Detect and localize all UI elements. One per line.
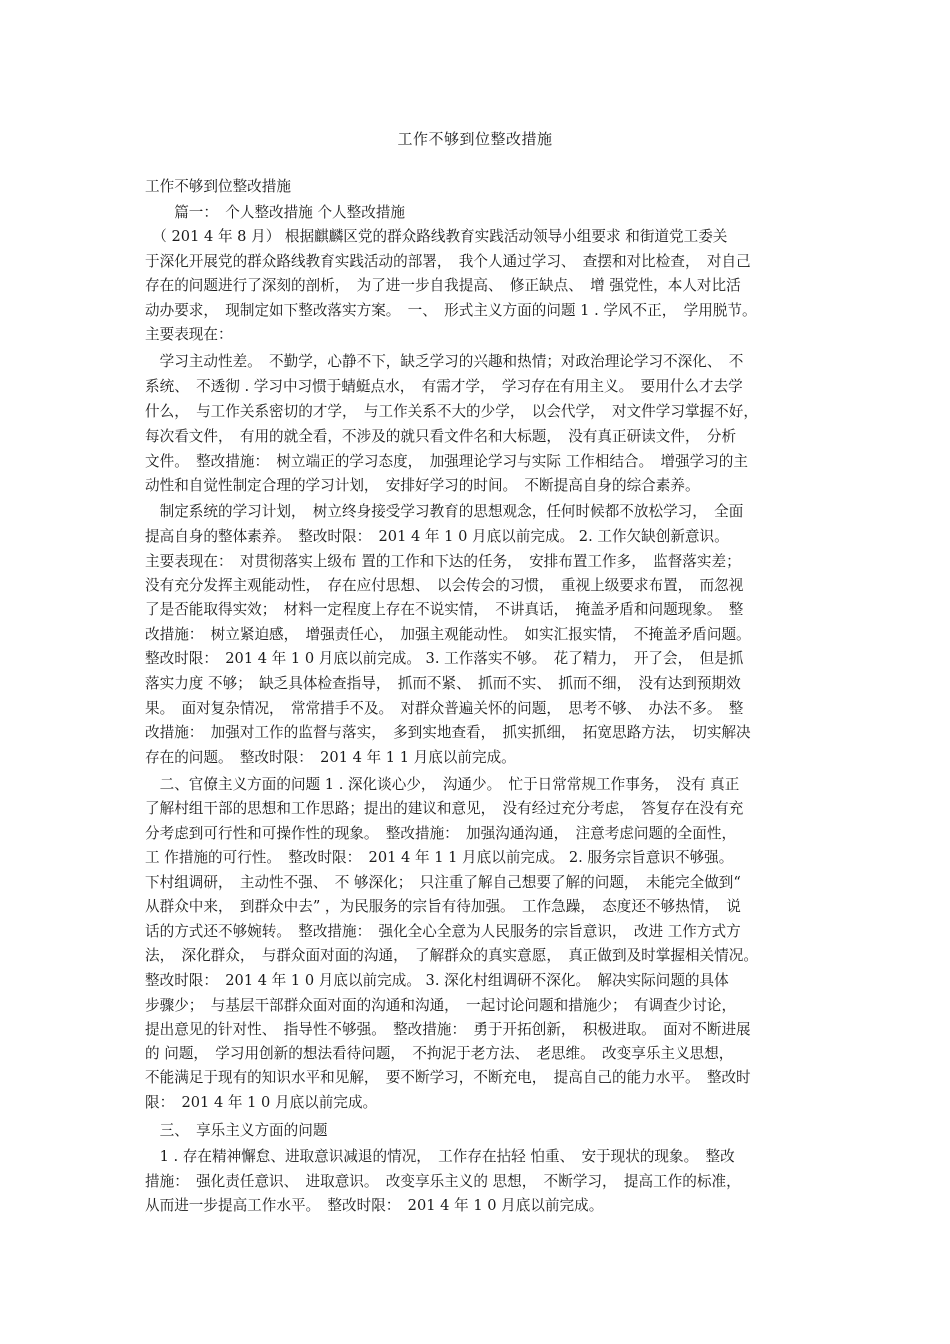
body-text-line: 学习主动性差。 不勤学，心静不下，缺乏学习的兴趣和热情；对政治理论学习不深化、 不 [145, 353, 744, 370]
body-text-line: 提出意见的针对性、 指导性不够强。 整改措施： 勇于开拓创新， 积极进取。 面对不断进展 [145, 1021, 751, 1038]
body-text-line: 步骤少； 与基层干部群众面对面的沟通和沟通， 一起讨论问题和措施少； 有调查少讨论， [145, 997, 737, 1014]
body-text-line: 系统、 不透彻 . 学习中习惯于蜻蜓点水， 有需才学， 学习存在有用主义。 要用什么才去学 [145, 378, 743, 395]
body-text-line: 主要表现在： 对贯彻落实上级布 置的工作和下达的任务， 安排布置工作多， 监督落实差； [145, 553, 741, 570]
body-text-line: 工 作措施的可行性。 整改时限： 201 4 年 1 1 月底以前完成。 2. 服务宗旨意识不够强。 [145, 849, 734, 866]
body-text-line: 篇一： 个人整改措施 个人整改措施 [145, 204, 406, 221]
body-text-line: 动办要求， 现制定如下整改落实方案。 一、 形式主义方面的问题 1 . 学风不正， 学用脱节。 [145, 302, 757, 319]
body-text-line: 下村组调研， 主动性不强、 不 够深化； 只注重了解自己想要了解的问题， 未能完全做到“ [145, 874, 741, 891]
body-text-line: 了是否能取得实效； 材料一定程度上存在不说实情， 不讲真话， 掩盖矛盾和问题现象。 整 [145, 601, 744, 618]
body-text-line: 三、 享乐主义方面的问题 [145, 1122, 328, 1139]
body-text-line: 从而进一步提高工作水平。 整改时限： 201 4 年 1 0 月底以前完成。 [145, 1197, 604, 1214]
body-text-line: 没有充分发挥主观能动性， 存在应付思想、 以会传会的习惯， 重视上级要求布置， 而忽视 [145, 577, 744, 594]
body-text-line: 话的方式还不够婉转。 整改措施： 强化全心全意为人民服务的宗旨意识， 改进 工作方式方 [145, 923, 741, 940]
body-text-line: 什么， 与工作关系密切的才学， 与工作关系不大的少学， 以会代学， 对文件学习掌握不好， [145, 403, 758, 420]
body-text-line: 改措施： 加强对工作的监督与落实， 多到实地查看， 抓实抓细， 拓宽思路方法， 切实解决 [145, 724, 751, 741]
body-text-line: 文件。 整改措施： 树立端正的学习态度， 加强理论学习与实际 工作相结合。 增强学习的主 [145, 453, 748, 470]
body-text-line: 不能满足于现有的知识水平和见解， 要不断学习，不断充电， 提高自己的能力水平。 整改时 [145, 1069, 751, 1086]
body-text-line: 动性和自觉性制定合理的学习计划， 安排好学习的时间。 不断提高自身的综合素养。 [145, 477, 700, 494]
body-text-line: 每次看文件， 有用的就全看，不涉及的就只看文件名和大标题， 没有真正研读文件， 分析 [145, 428, 737, 445]
body-text-line: 于深化开展党的群众路线教育实践活动的部署， 我个人通过学习、 查摆和对比检查， 对自己 [145, 253, 751, 270]
body-text-line: 了解村组干部的思想和工作思路；提出的建议和意见， 没有经过充分考虑， 答复存在没有充 [145, 800, 744, 817]
body-text-line: 分考虑到可行性和可操作性的现象。 整改措施： 加强沟通沟通， 注意考虑问题的全面性， [145, 825, 737, 842]
body-text-line: 主要表现在： [145, 326, 233, 343]
body-text-line: （ 201 4 年 8 月） 根据麒麟区党的群众路线教育实践活动领导小组要求 和街道党工委关 [145, 228, 728, 245]
body-text-line: 落实力度 不够； 缺乏具体检查指导， 抓而不紧、 抓而不实、 抓而不细， 没有达到预期效 [145, 675, 741, 692]
body-text-line: 整改时限： 201 4 年 1 0 月底以前完成。 3. 工作落实不够。 花了精力， 开了会， 但是抓 [145, 650, 744, 667]
body-text-line: 从群众中来， 到群众中去” ，为民服务的宗旨有待加强。 工作急躁， 态度还不够热情， 说 [145, 898, 741, 915]
body-text-line: 1 . 存在精神懈怠、进取意识减退的情况， 工作存在拈轻 怕重、 安于现状的现象。 整改 [145, 1148, 735, 1165]
body-text-line: 法， 深化群众， 与群众面对面的沟通， 了解群众的真实意愿， 真正做到及时掌握相关情况。 [145, 947, 758, 964]
body-text-line: 存在的问题进行了深刻的剖析， 为了进一步自我提高、 修正缺点、 增 强党性，本人对比活 [145, 277, 741, 294]
body-text-line: 措施： 强化责任意识、 进取意识。 改变享乐主义的 思想， 不断学习， 提高工作的标准， [145, 1173, 741, 1190]
body-text-line: 果。 面对复杂情况， 常常措手不及。 对群众普遍关怀的问题， 思考不够、 办法不多。 整 [145, 700, 744, 717]
body-text-line: 改措施： 树立紧迫感， 增强责任心， 加强主观能动性。 如实汇报实情， 不掩盖矛盾问题。 [145, 626, 751, 643]
body-text-line: 二、官僚主义方面的问题 1 . 深化谈心少， 沟通少。 忙于日常常规工作事务， 没有 真正 [145, 776, 740, 793]
body-text-line: 限： 201 4 年 1 0 月底以前完成。 [145, 1094, 378, 1111]
body-text-line: 工作不够到位整改措施 [145, 178, 291, 195]
document-title: 工作不够到位整改措施 [397, 130, 553, 148]
body-text-line: 存在的问题。 整改时限： 201 4 年 1 1 月底以前完成。 [145, 749, 516, 766]
body-text-line: 制定系统的学习计划， 树立终身接受学习教育的思想观念，任何时候都不放松学习， 全面 [145, 503, 744, 520]
body-text-line: 提高自身的整体素养。 整改时限： 201 4 年 1 0 月底以前完成。 2. 工作欠缺创新意识。 [145, 528, 729, 545]
body-text-line: 的 问题， 学习用创新的想法看待问题， 不拘泥于老方法、 老思维。 改变享乐主义思想， [145, 1045, 734, 1062]
body-text-line: 整改时限： 201 4 年 1 0 月底以前完成。 3. 深化村组调研不深化。 解决实际问题的具体 [145, 972, 729, 989]
